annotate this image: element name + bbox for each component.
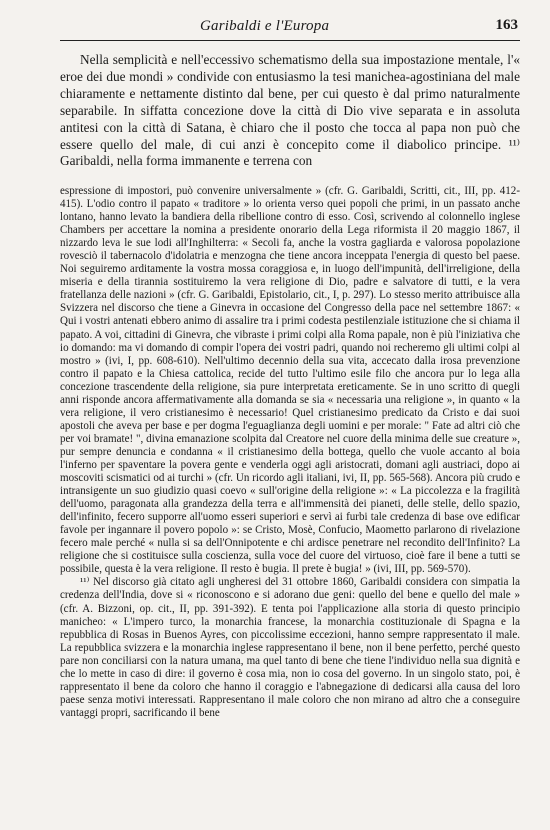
running-title: Garibaldi e l'Europa — [200, 18, 330, 34]
page-number: 163 — [495, 17, 518, 33]
footnote-continuation: espressione di impostori, può convenire universalmente » (cfr. G. Garibaldi, Scritti, cit., III, pp. 412-415). L'odio contro il papato « traditore » lo orienta verso quei popoli che primi, in un passato anche lontano, hanno levato la bandiera della ribellione contro di esso. Così, scrivendo al colonnello inglese Chambers per accettare la nomina a presidente onorario della Lega riformista il 20 maggio 1867, il nizzardo leva le sue lodi all'Inghilterra: « Secoli fa, anche la vostra gagliarda e valorosa popolazione rovesciò il tabernacolo d'idolatria e menzogna che tiene ancora inceppata l'energia di questo bel paese. Noi seguiremo arditamente la vostra mossa coraggiosa e, in luogo dell'impunità, dell'irreligione, della miseria e della tirannia sostituiremo la vera religione di Dio, padre e salvatore di tutti, e la vera fratellanza delle nazioni » (cfr. G. Garibaldi, Epistolario, cit., I, p. 297). Lo stesso merito attribuisce alla Svizzera nel discorso che tiene a Ginevra in occasione del Congresso della pace nel settembre 1867: « Qui i vostri antenati ebbero animo di assalire tra i primi codesta pestilenziale istituzione che si chiama il papato. A voi, cittadini di Ginevra, che vibraste i primi colpi alla Roma papale, non è più l'iniziativa che io domando: ma vi domando di compir l'opera dei vostri padri, quando noi recheremo gli ultimi colpi al mostro » (ivi, I, pp. 608-610). Nell'ultimo decennio della sua vita, accecato dalla irosa prevenzione contro il papato e la Chiesa cattolica, recide del tutto l'ultimo esile filo che ancora pur lo lega alla concezione trascendente della religione, sia pure interpretata ereticamente. Se in uno scritto di quegli anni risponde ancora affermativamente alla domanda se sia « necessaria una religione », in quanto « la vera religione, il vero cristianesimo è necessario! Quel cristianesimo predicato da Cristo e dai suoi apostoli che aveva per base e per dogma l'eguaglianza degli uomini e per morale: " Fate ad altri ciò che per voi bramate! ", divina emanazione scolpita dal Creatore nel cuore della minima delle sue creature », pur sempre denuncia e condanna « il cristianesimo della bottega, quello che vuole accanto al boia l'inferno per spaventare la povera gente e venderla oggi agli aristocrati, domani agli austriaci, dopo ai moscoviti scismatici od ai turchi » (cfr. Un ricordo agli italiani, ivi, II, pp. 565-568). Ancora più crudo e intransigente un suo giudizio quasi coevo « sull'origine della religione »: « La piccolezza e la fragilità dell'uomo, paragonata alla grandezza della terra e all'immensità dei pianeti, delle stelle, dello spazio, dell'infinito, fecero supporre all'uomo esseri superiori e servì ai furbi tale credenza di base ove edificar favole per ingannare il povero popolo »: se Cristo, Mosè, Confucio, Maometto parlarono di rivelazione fecero male perché « nulla si sa dell'Onnipotente e chi ardisce penetrare nel recondito dell'Infinito? La religione che si costituisce sulla coscienza, sulla voce del cuore del virtuoso, cioè fare il bene a tutti se possibile, questa è la vera religione. Il resto è bugia. Il prete è bugia! » (ivi, III, pp. 569-570). — [60, 185, 520, 576]
page-header — [60, 14, 520, 41]
main-paragraph: Nella semplicità e nell'eccessivo schematismo della sua impostazione mentale, l'« eroe dei due mondi » condivide con entusiasmo la tesi manichea-agostiniana del male chiaramente e nettamente distinto dal bene, per cui questo è dal primo naturalmente separabile. In siffatta concezione dove la città di Dio vive separata e in assoluta antitesi con la città di Satana, è chiaro che il posto che tocca al papa non può che essere quello del male, di cui anzi è concepito come il diabolico principe. ¹¹⁾ Garibaldi, nella forma immanente e terrena con — [60, 52, 520, 169]
footnotes — [60, 185, 520, 720]
footnote-11: ¹¹⁾ Nel discorso già citato agli ungheresi del 31 ottobre 1860, Garibaldi considera con simpatia la credenza dell'India, dove si « riconoscono e si adorano due geni: quello del bene e quello del male » (cfr. A. Bizzoni, op. cit., II, pp. 391-392). E tenta poi l'applicazione alla storia di questo principio manicheo: « L'impero turco, la monarchia francese, la monarchia costituzionale di Spagna e la repubblica di Rosas in Buenos Ayres, con piccolissime eccezioni, hanno sempre rappresentato il male. La repubblica svizzera e la monarchia inglese rappresentano il bene, non il bene perfetto, perché questo pare non conciliarsi con la natura umana, ma quel tanto di bene che tiene l'individuo nella sua dignità e che lo mette in caso di dire: il governo è cosa mia, non io cosa del governo. In un singolo stato, poi, è rappresentato il bene da coloro che hanno il coraggio e l'abnegazione di dedicarsi alla causa del loro paese senza motivi interessati. Rappresentano il male coloro che non mirano ad altro che a conseguire vantaggi propri, sacrificando il bene — [60, 576, 520, 719]
